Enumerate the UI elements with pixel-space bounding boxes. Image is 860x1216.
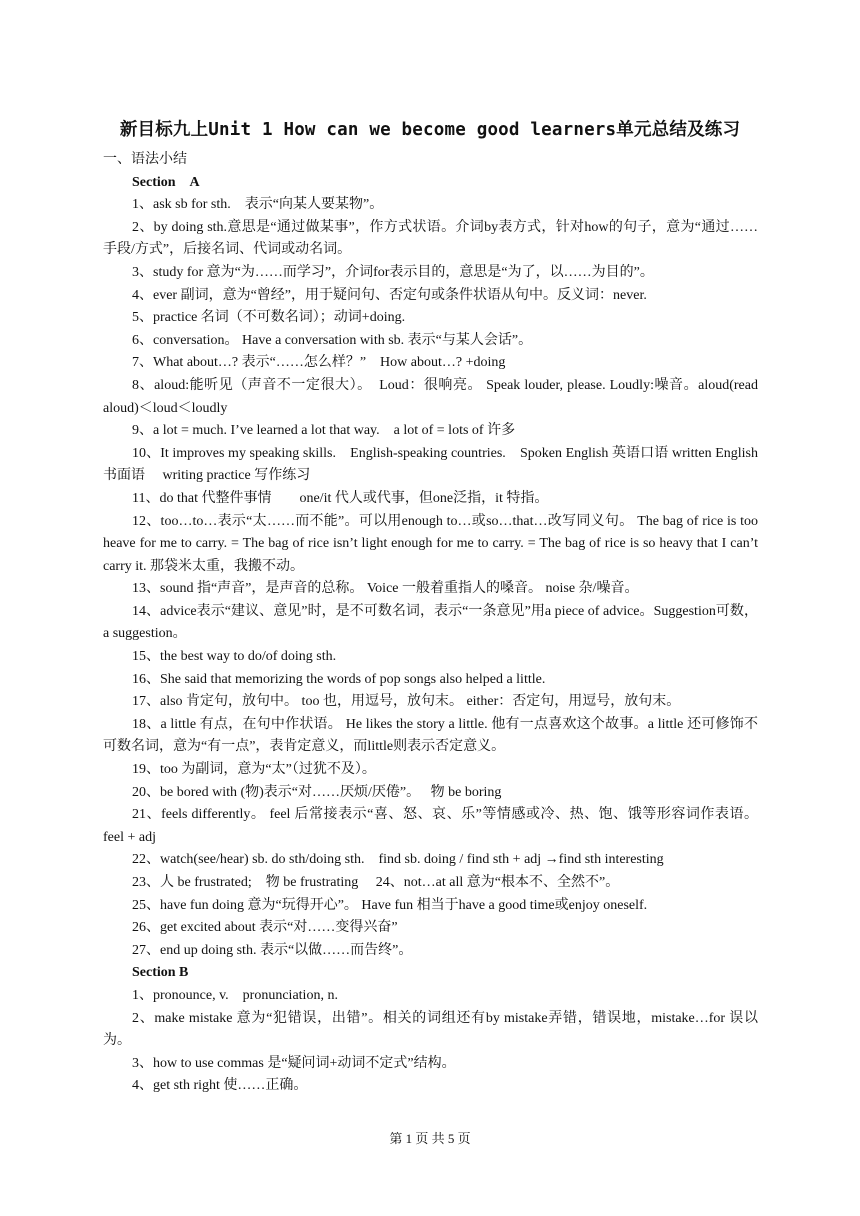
list-item: 3、study for 意为“为……而学习”，介词for表示目的，意思是“为了，以……为目的”。 bbox=[132, 264, 654, 280]
list-item: 23、人 be frustrated; 物 be frustrating 24、not…at all 意为“根本不、全然不”。 bbox=[132, 875, 620, 890]
page-footer: 第 1 页 共 5 页 bbox=[389, 1131, 471, 1146]
list-item: 22、watch(see/hear) sb. do sth/doing sth. find sb. doing / find sth + adj →find sth interesting bbox=[132, 852, 664, 868]
list-item: 16、She said that memorizing the words of pop songs also helped a little. bbox=[132, 671, 546, 687]
list-item: 6、conversation。 Have a conversation with sb. 表示“与某人会话”。 bbox=[132, 332, 533, 348]
list-item: 25、have fun doing 意为“玩得开心”。 Have fun 相当于have a good time或enjoy oneself. bbox=[132, 897, 648, 913]
section-b-title: Section B bbox=[132, 965, 189, 981]
list-item: 1、ask sb for sth. 表示“向某人要某物”。 bbox=[132, 197, 384, 213]
section-a-title: Section A bbox=[132, 174, 200, 190]
document-title: 新目标九上Unit 1 How can we become good learners单元总结及练习 bbox=[119, 120, 741, 140]
list-item: 2、make mistake 意为“犯错误，出错”。相关的词组还有by mistake弄错，错误地，mistake…for 误以为。 bbox=[103, 1010, 758, 1049]
section-heading: 一、语法小结 bbox=[103, 152, 187, 167]
list-item: 7、What about…? 表示“……怎么样？” How about…? +doing bbox=[132, 355, 506, 371]
list-item: 4、ever 副词，意为“曾经”，用于疑问句、否定句或条件状语从句中。反义词：never. bbox=[132, 287, 647, 303]
list-item: 4、get sth right 使……正确。 bbox=[132, 1078, 308, 1094]
list-item: 27、end up doing sth. 表示“以做……而告终”。 bbox=[132, 942, 413, 958]
list-item: 11、do that 代整件事情 one/it 代人或代事，但one泛指，it 特指。 bbox=[132, 490, 549, 506]
list-item: 18、a little 有点，在句中作状语。 He likes the story a little. 他有一点喜欢这个故事。a little 还可修饰不可数名词，意为“有一点”，表肯定意义，而little则表示否定意义。 bbox=[103, 716, 758, 755]
list-item: 26、get excited about 表示“对……变得兴奋” bbox=[132, 920, 398, 936]
list-item: 5、practice 名词（不可数名词）；动词+doing. bbox=[132, 310, 406, 326]
list-item: 17、also 肯定句，放句中。 too 也，用逗号，放句末。 either：否定句，用逗号，放句末。 bbox=[132, 694, 681, 710]
list-item: 19、too 为副词，意为“太”（过犹不及）。 bbox=[132, 762, 376, 778]
list-item: 1、pronounce, v. pronunciation, n. bbox=[132, 987, 338, 1003]
list-item: 21、feels differently。 feel 后常接表示“喜、怒、哀、乐”等情感或冷、热、饱、饿等形容词作表语。 feel + adj bbox=[103, 807, 762, 845]
list-item: 13、sound 指“声音”，是声音的总称。 Voice 一般着重指人的嗓音。 noise 杂/噪音。 bbox=[132, 581, 639, 597]
list-item: 2、by doing sth.意思是“通过做某事”，作方式状语。介词by表方式，针对how的句子，意为“通过……手段/方式”，后接名词、代词或动名词。 bbox=[103, 219, 758, 258]
list-item: 3、how to use commas 是“疑问词+动词不定式”结构。 bbox=[132, 1055, 456, 1071]
list-item: 14、advice表示“建议、意见”时，是不可数名词，表示“一条意见”用a piece of advice。Suggestion可数，a suggestion。 bbox=[103, 603, 758, 642]
list-item: 15、the best way to do/of doing sth. bbox=[132, 649, 337, 665]
list-item: 10、It improves my speaking skills. English-speaking countries. Spoken English 英语口语 written English 书面语 writing practice 写作练习 bbox=[103, 445, 762, 484]
list-item: 9、a lot = much. I’ve learned a lot that way. a lot of = lots of 许多 bbox=[132, 423, 516, 439]
list-item: 20、be bored with (物)表示“对……厌烦/厌倦”。 物 be boring bbox=[132, 784, 502, 800]
document-body bbox=[103, 149, 762, 1098]
list-item: 12、too…to…表示“太……而不能”。可以用enough to…或so…that…改写同义句。 The bag of rice is too heave for me to carry. = The bag of rice isn’t light enough for me to carry. = The bag of rice is so heavy that I can’t carry it. 那袋米太重，我搬不动。 bbox=[103, 513, 762, 574]
list-item: 8、aloud:能听见（声音不一定很大）。 Loud：很响亮。 Speak louder, please. Loudly:噪音。aloud(read aloud)＜loud＜loudly bbox=[103, 377, 762, 416]
